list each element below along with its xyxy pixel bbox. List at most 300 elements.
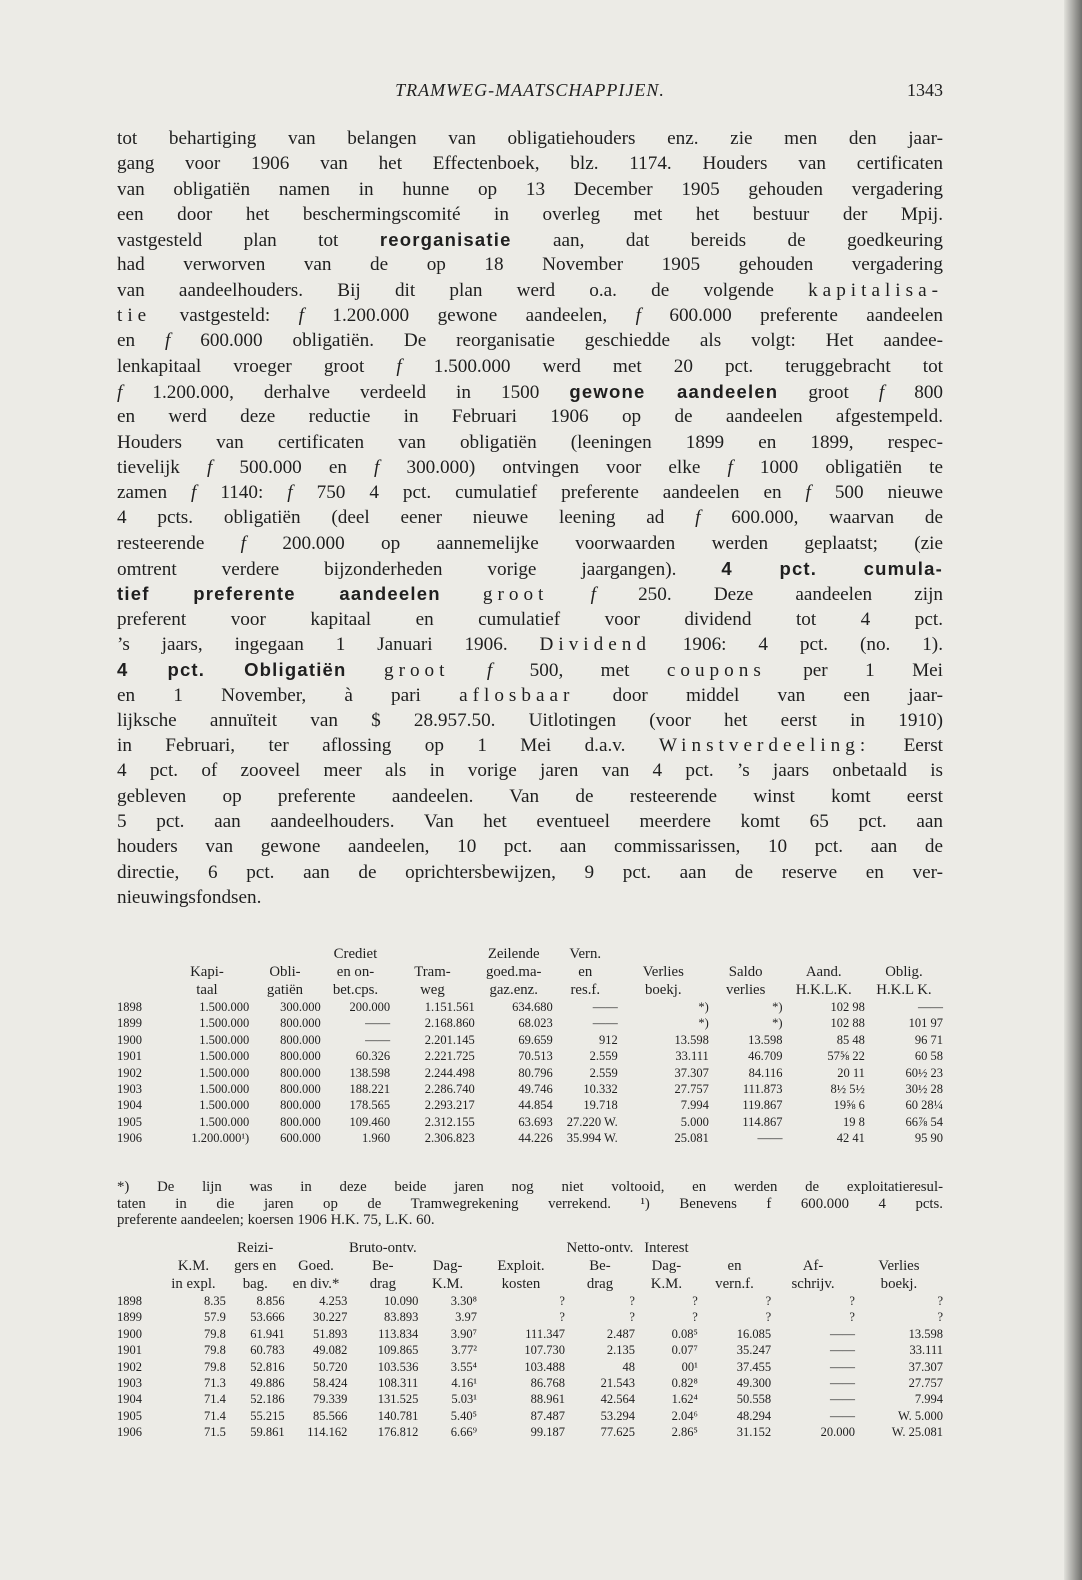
column-header: H.K.L.K. [795,982,852,998]
text-run: f [486,660,493,682]
table-cell: 60½ 23 [905,1065,943,1080]
column-header: Be- [589,1258,611,1274]
table-cell: 101 97 [908,1016,943,1031]
bold-term: 4 pct. Obligatiën [117,659,347,681]
text-run: houders van gewone aandeelen, 10 pct. aan commissarissen, 10 pct. aan de [117,836,943,858]
table-cell: 60 58 [914,1049,943,1064]
table-cell: —— [829,1326,855,1341]
text-run: f [117,381,123,403]
table-cell: 31.152 [736,1425,772,1440]
table-cell: 1.500.000 [199,1032,250,1047]
text-run [548,584,590,605]
column-header [771,1239,855,1257]
footnote-line: *) De lijn was in deze beide jaren nog niet voltooid, en werden de exploitatieresul- [117,1179,943,1195]
column-header: drag [369,1276,397,1292]
text-line [117,758,943,783]
year-cell: 1900 [117,1326,142,1341]
column-header [698,1239,771,1257]
text-run: 1.200.000, derhalve verdeeld in 1500 [122,381,570,403]
table-row [117,1293,943,1309]
table-cell: 800.000 [280,1082,321,1097]
column-header: Exploit. [497,1258,545,1274]
text-run: van obligatiën namen in hunne op 13 December 1905 gehouden vergadering [117,178,943,200]
table-cell: 58.424 [313,1376,348,1391]
table-cell: 13.598 [748,1032,783,1047]
table-cell: 79.8 [204,1359,226,1374]
text-run: 1906: 4 pct. (no. 1). [650,633,943,655]
column-header: Aand. [805,964,842,980]
column-header: gaz.enz. [489,982,538,998]
running-title: TRAMWEG-MAATSCHAPPIJEN. [395,80,665,100]
text-line [117,278,943,303]
table-cell: 27.757 [908,1376,943,1391]
text-line [117,480,943,505]
text-run: tot behartiging van belangen van obligatiehouders enz. zie men den jaar- [117,128,943,149]
year-cell: 1905 [117,1114,142,1129]
table-row [117,1326,943,1342]
text-run: f [191,482,197,504]
text-run: preferent voor kapitaal en cumulatief voor dividend tot 4 pct. [117,608,943,630]
footnote-line: preferente aandeelen; koersen 1906 H.K. 75, L.K. 60. [117,1212,435,1228]
table-cell: ? [765,1294,772,1308]
table-cell: 51.893 [313,1326,348,1341]
text-run: 5 pct. aan aandeelhouders. Van het eventueel meerdere komt 65 pct. aan [117,811,943,833]
table-cell: 19 8 [843,1114,865,1129]
bold-term: tief preferente aandeelen [117,583,441,605]
table-cell: 19.718 [583,1098,618,1113]
table-cell: 1.500.000 [199,1016,250,1031]
table-cell: 88.961 [530,1392,565,1407]
table-cell: 800.000 [280,1114,321,1129]
year-cell: 1904 [117,1392,142,1407]
year-cell: 1900 [117,1032,142,1047]
table-cell: ? [629,1310,635,1325]
text-line [117,556,943,581]
column-header: Verlies [878,1258,920,1274]
table-cell: 2.86⁵ [671,1425,698,1440]
table-row [117,1424,943,1440]
table-cell: —— [757,1131,783,1146]
text-run [347,660,384,681]
table-cell: *) [698,1000,709,1014]
year-cell: 1903 [117,1082,142,1097]
text-run: 4 pct. of zooveel meer als in vorige jaren van 4 pct. ’s jaars onbetaald is [117,760,943,782]
table-cell: 2.559 [589,1065,618,1080]
text-line [117,328,943,353]
table-cell: 1.500.000 [199,1082,250,1097]
table-cell: 33.111 [909,1343,943,1358]
column-header [855,1239,943,1257]
column-header: Dag- [432,1258,463,1274]
table-cell: 27.220 W. [566,1114,618,1129]
text-line [117,404,943,429]
column-header: Oblig. [885,964,923,980]
table-cell: 71.4 [204,1392,226,1407]
table-cell: 37.455 [736,1359,772,1374]
table-row [117,1130,943,1146]
year-cell: 1898 [117,1294,142,1308]
column-header: vern.f. [715,1276,754,1292]
bold-term: reorganisatie [379,229,512,251]
text-line [117,784,943,809]
text-run: f [165,330,171,352]
column-header [390,945,475,963]
text-line [117,252,943,277]
text-line [117,126,943,151]
text-line [117,607,943,632]
table-cell: 111.347 [525,1326,565,1341]
table-header-row [117,1257,943,1275]
text-run: had verworven van de op 18 November 1905 gehouden vergadering [117,254,943,276]
text-run: f [374,456,380,478]
text-run: door middel van een jaar- [574,684,943,706]
table-cell: 83.893 [383,1310,419,1325]
table-cell: 79.8 [204,1343,226,1358]
table-cell: 5.40⁵ [450,1408,477,1423]
table-cell: 35.994 W. [566,1131,618,1146]
column-header [117,981,165,999]
text-line [117,834,943,859]
table-cell: 2.168.860 [424,1016,475,1031]
table-cell: 59.861 [250,1425,285,1440]
table-cell: 68.023 [518,1016,553,1031]
text-run [449,660,486,681]
column-header: boekj. [645,982,682,998]
column-header: boekj. [880,1276,918,1292]
text-line [117,809,943,834]
table-cell: 1.500.000 [199,1114,250,1129]
table-cell: 52.186 [250,1392,285,1407]
text-run: 200.000 op aannemelijke voorwaarden werden geplaatst; (zie [246,532,943,554]
table-cell: 2.312.155 [424,1114,475,1129]
column-header [117,963,165,981]
column-header [783,945,865,963]
table-cell: 2.201.145 [424,1032,475,1047]
table-cell: 3.77² [451,1343,477,1358]
text-run: Houders van certificaten van obligatiën (leeningen 1899 en 1899, respec- [117,431,943,453]
spaced-term: Winstverdeeling: [658,735,871,757]
year-cell: 1899 [117,1310,142,1325]
table-cell: —— [829,1343,855,1358]
table-cell: 1.500.000 [199,1049,250,1064]
table-cell: 71.5 [204,1425,226,1440]
table-cell: 79.8 [204,1326,226,1341]
text-run [441,584,483,605]
table-cell: 77.625 [600,1425,635,1440]
table-cell: 19⅝ 6 [833,1098,865,1113]
revenue-table [117,1239,943,1441]
table-cell: 85 48 [836,1032,865,1047]
column-header [117,1275,161,1293]
table-cell: 55.215 [250,1408,285,1423]
text-run: lijksche annuïteit van $ 28.957.50. Uitlotingen (voor het eerst in 1910) [117,709,943,731]
table-cell: 85.566 [313,1408,348,1423]
table-cell: 3.30⁸ [450,1294,477,1308]
text-run: f [695,507,701,529]
table-cell: 44.226 [518,1131,553,1146]
text-line [117,354,943,379]
table-cell: 103.488 [524,1359,565,1374]
table-cell: 2.135 [606,1343,635,1358]
table-cell: *) [698,1016,709,1031]
table-cell: 20 11 [837,1065,865,1080]
text-run: 500 nieuwe [810,482,943,504]
table-cell: 111.873 [742,1082,783,1097]
column-header: en on- [336,964,375,980]
text-line [117,581,943,606]
column-header: taal [196,982,218,998]
table-cell: 35.247 [736,1343,772,1358]
column-header: Bruto-ontv. [349,1240,417,1256]
table-cell: 8½ 5½ [830,1082,865,1097]
table-cell: 57.9 [204,1310,226,1325]
table-cell: *) [772,1016,783,1031]
table-cell: 114.162 [307,1425,348,1440]
year-cell: 1904 [117,1098,142,1113]
footnote-line: taten in die jaren op de Tramwegrekening verrekend. ¹) Benevens f 600.000 4 pcts. [117,1195,943,1212]
table-cell: 37.307 [674,1065,709,1080]
table-cell: —— [365,1016,391,1031]
text-run: lenkapitaal vroeger groot [117,355,397,377]
table-cell: 84.116 [748,1065,783,1080]
column-header: Dag- [651,1258,682,1274]
column-header: in expl. [171,1276,216,1292]
column-header: Goed. [298,1258,334,1274]
table-cell: 109.460 [349,1114,391,1129]
table-cell: 5.03¹ [451,1392,477,1407]
table-cell: 53.294 [600,1408,635,1423]
column-header: weg [420,982,445,998]
table-cell: 16.085 [736,1326,772,1341]
text-run: in Februari, ter aflossing op 1 Mei d.a.v. [117,735,659,757]
table-header-row [117,963,943,981]
column-header [161,1239,226,1257]
table-cell: 25.081 [674,1131,709,1146]
table-row [117,999,943,1015]
table-cell: 109.865 [377,1343,419,1358]
text-line [117,860,943,885]
table-cell: 70.513 [518,1049,553,1064]
column-header: Tram- [414,964,451,980]
text-run: f [206,456,213,478]
table-cell: ? [692,1310,698,1325]
table-cell: 42.564 [600,1392,635,1407]
table-cell: 61.941 [250,1326,285,1341]
table-cell: 3.55⁴ [450,1359,477,1374]
column-header: en div.* [292,1276,340,1292]
column-header: Obli- [269,964,301,980]
table-cell: 10.090 [383,1294,419,1308]
table-row [117,1375,943,1391]
year-cell: 1901 [117,1049,142,1064]
table-cell: 188.221 [349,1082,391,1097]
text-run: ’s jaars, ingegaan 1 Januari 1906. [117,633,540,655]
text-run: f [240,532,247,554]
column-header: K.M. [650,1276,683,1292]
table-cell: 79.339 [313,1392,348,1407]
table-cell: 634.680 [512,1000,553,1014]
table-header-row [117,1275,943,1293]
table-cell: 30½ 28 [905,1082,943,1097]
table-cell: 2.286.740 [424,1082,475,1097]
table-cell: 53.666 [250,1310,285,1325]
text-run: aan, dat bereids de goedkeuring [511,230,943,252]
table-cell: 52.816 [250,1359,285,1374]
text-run: 600.000, waarvan de [700,507,943,529]
text-run: 1000 obligatiën te [732,456,943,478]
table-cell: 7.994 [680,1098,709,1113]
table-cell: 113.834 [378,1326,419,1341]
spaced-term: aflosbaar [459,684,575,706]
text-run: 1.500.000 werd met 20 pct. teruggebracht tot [401,355,943,377]
text-run: nieuwingsfondsen. [117,886,262,908]
column-header: K.M. [177,1258,210,1274]
bold-term: 4 pct. cumula- [721,558,943,580]
table-cell: 107.730 [524,1343,565,1358]
table-cell: 103.536 [377,1359,419,1374]
table-cell: 44.854 [518,1098,553,1113]
bold-term: gewone aandeelen [569,380,779,402]
table-cell: 176.812 [377,1425,419,1440]
column-header: kosten [501,1276,541,1292]
page-number: 1343 [907,80,943,100]
table-cell: 138.598 [349,1065,391,1080]
table-row [117,1359,943,1375]
table-row [117,1081,943,1097]
column-header: drag [586,1276,614,1292]
table-cell: —— [829,1392,855,1407]
column-header [165,945,250,963]
text-run: en 1 November, à pari [117,684,460,706]
text-run: 1.200.000 gewone aandeelen, [303,305,636,327]
table-row [117,1391,943,1407]
column-header: en [727,1258,742,1274]
table-row [117,1408,943,1424]
column-header: Saldo [728,964,763,980]
table-cell: ? [849,1294,855,1308]
text-run: Eerst [870,735,943,757]
table-cell: 2.221.725 [424,1049,475,1064]
text-line [117,303,943,328]
year-cell: 1902 [117,1065,142,1080]
text-run: f [727,456,733,478]
spaced-term: kapitalisa- [808,279,943,301]
table-cell: —— [365,1032,391,1047]
table-cell: 1.200.000¹) [191,1131,250,1146]
text-run: vastgesteld: [151,305,299,327]
column-header [117,1239,161,1257]
table-cell: 2.306.823 [424,1131,475,1146]
table-cell: 48.294 [736,1408,772,1423]
table-cell: 99.187 [530,1425,565,1440]
table-cell: —— [829,1408,855,1423]
text-line [117,379,943,404]
table-cell: 108.311 [378,1376,419,1391]
column-header: verlies [725,982,766,998]
column-header: Interest [644,1240,689,1256]
table-cell: 21.543 [600,1376,635,1391]
year-cell: 1906 [117,1131,142,1146]
text-run: gang voor 1906 van het Effectenboek, blz. 1174. Houders van certificaten [117,153,943,175]
column-header [418,1239,477,1257]
table-cell: 49.300 [736,1376,772,1391]
table-cell: 49.746 [518,1082,553,1097]
column-header: Be- [372,1258,394,1274]
table-cell: 42 41 [836,1131,865,1146]
text-run: 300.000) ontvingen voor elke [379,456,728,478]
table-cell: 2.559 [589,1049,618,1064]
table-cell: 3.97 [455,1310,477,1325]
table-cell: 4.253 [319,1294,348,1308]
table-header-row [117,1239,943,1257]
table-cell: 7.994 [914,1392,943,1407]
table-cell: 49.886 [250,1376,285,1391]
text-run: 1140: [196,482,288,504]
text-run: 600.000 preferente aandeelen [640,305,943,327]
column-header: H.K.L K. [876,982,932,998]
year-cell: 1898 [117,1000,142,1014]
table-cell: 80.796 [518,1065,553,1080]
text-line [117,657,943,682]
text-run: 500, met [492,660,667,682]
spaced-term: groot [383,660,450,682]
column-header: Netto-ontv. [566,1240,634,1256]
table-row [117,1342,943,1358]
column-header: res.f. [570,982,601,998]
text-run: en werd deze reductie in Februari 1906 op de aandeelen afgestempeld. [117,406,943,428]
table-cell: ? [559,1310,565,1325]
page-header [117,80,943,110]
table-cell: 2.487 [606,1326,635,1341]
text-run: f [396,355,402,377]
table-cell: 102 98 [830,1000,865,1014]
text-run: 800 [884,381,943,403]
year-cell: 1906 [117,1425,142,1440]
table-cell: 8.35 [204,1294,226,1308]
table-cell: 3.90⁷ [450,1326,477,1341]
table-cell: 0.07⁷ [671,1343,698,1358]
table-cell: 63.693 [518,1114,553,1129]
column-header [285,1239,348,1257]
table-cell: 50.558 [736,1392,772,1407]
text-run: 600.000 obligatiën. De reorganisatie geschiedde als volgt: Het aandee- [170,330,943,352]
table-cell: 0.82⁸ [671,1376,698,1391]
text-line [117,227,943,252]
table-cell: 800.000 [280,1016,321,1031]
column-header: gers en [234,1258,277,1274]
table-cell: 6.66⁹ [450,1425,477,1440]
table-cell: 86.768 [530,1376,565,1391]
text-line [117,177,943,202]
text-run: gebleven op preferente aandeelen. Van de resteerende winst komt eerst [117,785,943,807]
text-line [117,885,943,910]
column-header [117,945,165,963]
table-cell: 10.332 [583,1082,618,1097]
table-row [117,1048,943,1064]
text-run: omtrent verdere bijzonderheden vorige jaargangen). [117,559,722,581]
column-header: gatiën [266,982,304,998]
text-run: directie, 6 pct. aan de oprichtersbewijzen, 9 pct. aan de reserve en ver- [117,861,943,883]
table-cell: 600.000 [280,1131,321,1146]
column-header: Verlies [642,964,684,980]
column-header: Kapi- [190,964,224,980]
text-run: vastgesteld plan tot [117,230,380,252]
table-cell: —— [592,1000,618,1014]
table-cell: ? [765,1310,772,1325]
table-cell: —— [829,1376,855,1391]
table-cell: 912 [599,1032,618,1047]
table-cell: 1.151.561 [424,1000,475,1014]
